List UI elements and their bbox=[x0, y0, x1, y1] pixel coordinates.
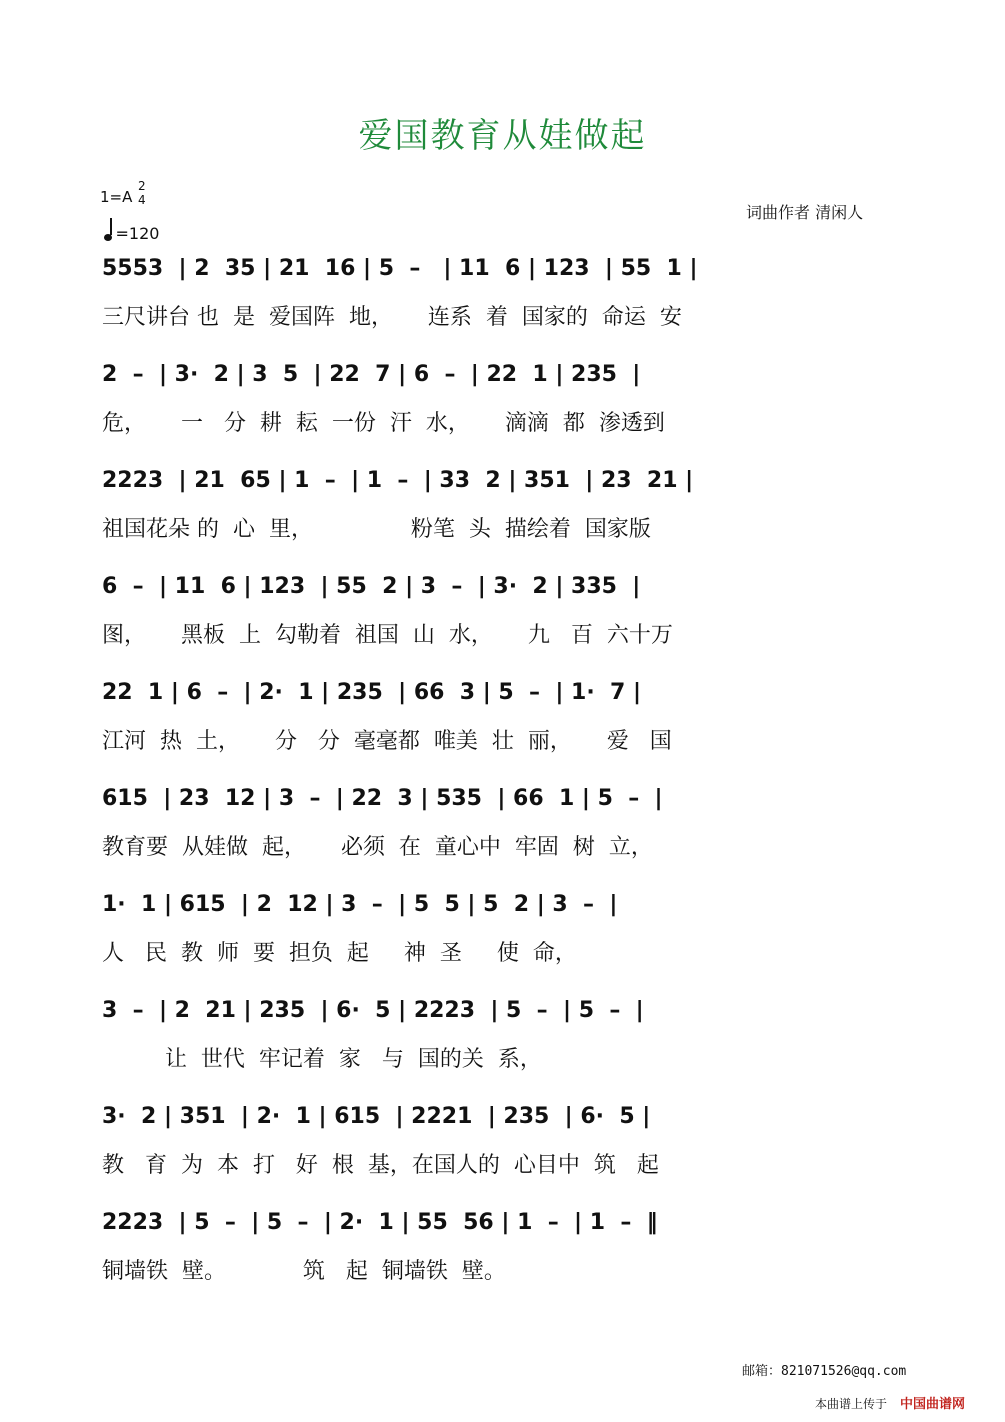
lyric-row: 三尺讲台 也 是 爱国阵 地， 连系 着 国家的 命运 安 bbox=[102, 305, 682, 330]
lyric-row: 危， 一 分 耕 耘 一份 汗 水， 滴滴 都 渗透到 bbox=[102, 411, 665, 436]
music-line-7 bbox=[102, 892, 932, 982]
key-label: 1=A bbox=[100, 188, 133, 206]
music-line-4 bbox=[102, 574, 932, 664]
time-signature bbox=[138, 179, 146, 207]
notation-row: 3 – | 2 21 | 235 | 6· 5 | 2223 | 5 – | 5 – | bbox=[102, 998, 644, 1023]
notation-row: 22 1 | 6 – | 2· 1 | 235 | 66 3 | 5 – | 1· 7 | bbox=[102, 680, 642, 705]
lyric-row: 人 民 教 师 要 担负 起 神 圣 使 命， bbox=[102, 941, 577, 966]
time-signature-bottom: 4 bbox=[138, 193, 146, 207]
notation-row: 615 | 23 12 | 3 – | 22 3 | 535 | 66 1 | 5 – | bbox=[102, 786, 663, 811]
notation-row: 5553 | 2 35 | 21 16 | 5 – | 11 6 | 123 | 55 1 | bbox=[102, 256, 698, 281]
notation-row: 3· 2 | 351 | 2· 1 | 615 | 2221 | 235 | 6· 5 | bbox=[102, 1104, 651, 1129]
time-signature-top: 2 bbox=[138, 179, 146, 193]
music-line-5 bbox=[102, 680, 932, 770]
lyric-row: 教 育 为 本 打 好 根 基，在国人的 心目中 筑 起 bbox=[102, 1153, 659, 1178]
lyric-row: 让 世代 牢记着 家 与 国的关 系， bbox=[102, 1047, 542, 1072]
notation-row: 6 – | 11 6 | 123 | 55 2 | 3 – | 3· 2 | 335 | bbox=[102, 574, 641, 599]
site-logo: 中国曲谱网 bbox=[900, 1397, 966, 1412]
footer-upload-text: 本曲谱上传于 bbox=[815, 1397, 888, 1411]
music-line-10 bbox=[102, 1210, 932, 1300]
notation-row: 2223 | 5 – | 5 – | 2· 1 | 55 56 | 1 – | 1 – ‖ bbox=[102, 1210, 658, 1235]
music-line-6 bbox=[102, 786, 932, 876]
music-line-3 bbox=[102, 468, 932, 558]
lyric-row: 祖国花朵 的 心 里， 粉笔 头 描绘着 国家版 bbox=[102, 517, 651, 542]
music-line-2 bbox=[102, 362, 932, 452]
key-signature bbox=[100, 179, 146, 207]
tempo-marking bbox=[104, 222, 159, 243]
note-stem bbox=[110, 218, 112, 235]
music-line-8 bbox=[102, 998, 932, 1088]
music-line-1 bbox=[102, 256, 932, 346]
lyric-row: 教育要 从娃做 起， 必须 在 童心中 牢固 树 立， bbox=[102, 835, 653, 860]
notation-row: 2223 | 21 65 | 1 – | 1 – | 33 2 | 351 | 23 21 | bbox=[102, 468, 694, 493]
author-credit: 词曲作者 清闲人 bbox=[746, 203, 864, 222]
music-line-9 bbox=[102, 1104, 932, 1194]
notation-row: 2 – | 3· 2 | 3 5 | 22 7 | 6 – | 22 1 | 235 | bbox=[102, 362, 641, 387]
lyric-row: 铜墙铁 壁。 筑 起 铜墙铁 壁。 bbox=[102, 1259, 506, 1284]
lyric-row: 江河 热 土， 分 分 毫毫都 唯美 壮 丽， 爱 国 bbox=[102, 729, 672, 754]
notation-row: 1· 1 | 615 | 2 12 | 3 – | 5 5 | 5 2 | 3 – | bbox=[102, 892, 618, 917]
footer-email: 邮箱：821071526@qq.com bbox=[742, 1364, 907, 1379]
quarter-note-icon bbox=[104, 234, 112, 241]
tempo-value: =120 bbox=[115, 224, 160, 243]
lyric-row: 图， 黑板 上 勾勒着 祖国 山 水， 九 百 六十万 bbox=[102, 623, 673, 648]
song-title: 爱国教育从娃做起 bbox=[358, 116, 647, 156]
